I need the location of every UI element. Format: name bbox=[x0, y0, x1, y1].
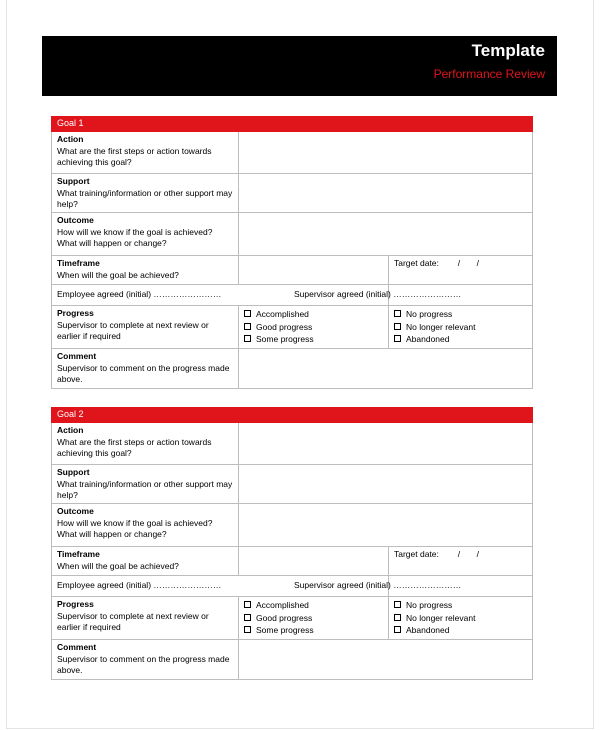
action-field[interactable] bbox=[239, 132, 533, 174]
action-label: Action bbox=[57, 425, 84, 435]
outcome-field[interactable] bbox=[239, 504, 533, 547]
supervisor-agreed-text: Supervisor agreed (initial) …………………… bbox=[294, 580, 462, 590]
timeframe-row bbox=[52, 256, 533, 285]
progress-options-right bbox=[389, 597, 533, 640]
action-row bbox=[52, 132, 533, 174]
goal-table-2 bbox=[51, 407, 533, 680]
support-row bbox=[52, 465, 533, 504]
progress-desc: Supervisor to complete at next review or earlier if required bbox=[57, 320, 209, 341]
outcome-desc-1: How will we know if the goal is achieved? bbox=[57, 227, 213, 237]
timeframe-desc: When will the goal be achieved? bbox=[57, 270, 179, 280]
goal-header bbox=[52, 408, 533, 423]
goal-title: Goal 2 bbox=[52, 408, 533, 423]
progress-options-left bbox=[239, 306, 389, 349]
option-no-progress[interactable]: No progress bbox=[394, 308, 527, 321]
action-desc: What are the first steps or action towards achieving this goal? bbox=[57, 146, 212, 167]
timeframe-row bbox=[52, 547, 533, 576]
option-accomplished[interactable]: Accomplished bbox=[244, 308, 383, 321]
support-field[interactable] bbox=[239, 174, 533, 213]
action-cell bbox=[52, 423, 239, 465]
support-label: Support bbox=[57, 176, 90, 186]
checkbox-icon bbox=[244, 601, 251, 608]
supervisor-agreed-text: Supervisor agreed (initial) …………………… bbox=[294, 289, 462, 299]
option-no-longer-relevant[interactable]: No longer relevant bbox=[394, 321, 527, 334]
support-desc: What training/information or other support may help? bbox=[57, 188, 233, 209]
comment-field[interactable] bbox=[239, 348, 533, 388]
comment-row bbox=[52, 348, 533, 388]
support-label: Support bbox=[57, 467, 90, 477]
outcome-row bbox=[52, 504, 533, 547]
option-no-longer-relevant[interactable]: No longer relevant bbox=[394, 612, 527, 625]
outcome-field[interactable] bbox=[239, 213, 533, 256]
support-desc: What training/information or other support may help? bbox=[57, 479, 233, 500]
comment-label: Comment bbox=[57, 350, 97, 361]
timeframe-label: Timeframe bbox=[57, 258, 100, 268]
progress-label: Progress bbox=[57, 308, 94, 318]
comment-label: Comment bbox=[57, 641, 97, 652]
target-date-field[interactable]: Target date: / / bbox=[389, 256, 533, 285]
outcome-desc-2: What will happen or change? bbox=[57, 529, 167, 539]
option-good-progress[interactable]: Good progress bbox=[244, 612, 383, 625]
comment-cell bbox=[52, 348, 239, 388]
checkbox-icon bbox=[244, 614, 251, 621]
employee-agreed[interactable]: Employee agreed (initial) …………………… bbox=[52, 576, 389, 597]
action-row bbox=[52, 423, 533, 465]
outcome-cell bbox=[52, 504, 239, 547]
checkbox-icon bbox=[244, 335, 251, 342]
timeframe-field[interactable] bbox=[239, 547, 389, 576]
checkbox-icon bbox=[244, 323, 251, 330]
progress-row bbox=[52, 597, 533, 640]
support-row bbox=[52, 174, 533, 213]
target-date-field[interactable]: Target date: / / bbox=[389, 547, 533, 576]
support-cell bbox=[52, 465, 239, 504]
comment-desc: Supervisor to comment on the progress made above. bbox=[57, 362, 230, 384]
employee-agreed[interactable]: Employee agreed (initial) …………………… bbox=[52, 285, 389, 306]
outcome-cell bbox=[52, 213, 239, 256]
progress-cell bbox=[52, 306, 239, 349]
comment-desc: Supervisor to comment on the progress made above. bbox=[57, 653, 230, 675]
option-no-progress[interactable]: No progress bbox=[394, 599, 527, 612]
progress-cell bbox=[52, 597, 239, 640]
page-subtitle: Performance Review bbox=[433, 67, 545, 81]
timeframe-field[interactable] bbox=[239, 256, 389, 285]
comment-row bbox=[52, 639, 533, 679]
checkbox-icon bbox=[394, 323, 401, 330]
goal-title: Goal 1 bbox=[52, 117, 533, 132]
progress-options-left bbox=[239, 597, 389, 640]
option-good-progress[interactable]: Good progress bbox=[244, 321, 383, 334]
action-cell bbox=[52, 132, 239, 174]
support-field[interactable] bbox=[239, 465, 533, 504]
action-field[interactable] bbox=[239, 423, 533, 465]
timeframe-desc: When will the goal be achieved? bbox=[57, 561, 179, 571]
page-title: Template bbox=[471, 41, 545, 60]
timeframe-cell bbox=[52, 547, 239, 576]
outcome-row bbox=[52, 213, 533, 256]
progress-desc: Supervisor to complete at next review or earlier if required bbox=[57, 611, 209, 632]
option-abandoned[interactable]: Abandoned bbox=[394, 333, 527, 346]
outcome-desc-1: How will we know if the goal is achieved? bbox=[57, 518, 213, 528]
progress-options-right bbox=[389, 306, 533, 349]
option-some-progress[interactable]: Some progress bbox=[244, 624, 383, 637]
checkbox-icon bbox=[244, 626, 251, 633]
option-abandoned[interactable]: Abandoned bbox=[394, 624, 527, 637]
progress-label: Progress bbox=[57, 599, 94, 609]
comment-cell bbox=[52, 639, 239, 679]
timeframe-label: Timeframe bbox=[57, 549, 100, 559]
checkbox-icon bbox=[394, 626, 401, 633]
supervisor-agreed[interactable] bbox=[294, 285, 533, 306]
agreed-row bbox=[52, 285, 533, 306]
goal-table-1 bbox=[51, 116, 533, 389]
checkbox-icon bbox=[394, 310, 401, 317]
checkbox-icon bbox=[394, 614, 401, 621]
option-some-progress[interactable]: Some progress bbox=[244, 333, 383, 346]
action-label: Action bbox=[57, 134, 84, 144]
action-desc: What are the first steps or action towards achieving this goal? bbox=[57, 437, 212, 458]
progress-row bbox=[52, 306, 533, 349]
outcome-label: Outcome bbox=[57, 506, 94, 516]
outcome-label: Outcome bbox=[57, 215, 94, 225]
checkbox-icon bbox=[394, 335, 401, 342]
agreed-row bbox=[52, 576, 533, 597]
support-cell bbox=[52, 174, 239, 213]
supervisor-agreed[interactable] bbox=[294, 576, 533, 597]
goal-header bbox=[52, 117, 533, 132]
header-banner bbox=[42, 36, 557, 96]
checkbox-icon bbox=[244, 310, 251, 317]
option-accomplished[interactable]: Accomplished bbox=[244, 599, 383, 612]
timeframe-cell bbox=[52, 256, 239, 285]
checkbox-icon bbox=[394, 601, 401, 608]
outcome-desc-2: What will happen or change? bbox=[57, 238, 167, 248]
comment-field[interactable] bbox=[239, 639, 533, 679]
